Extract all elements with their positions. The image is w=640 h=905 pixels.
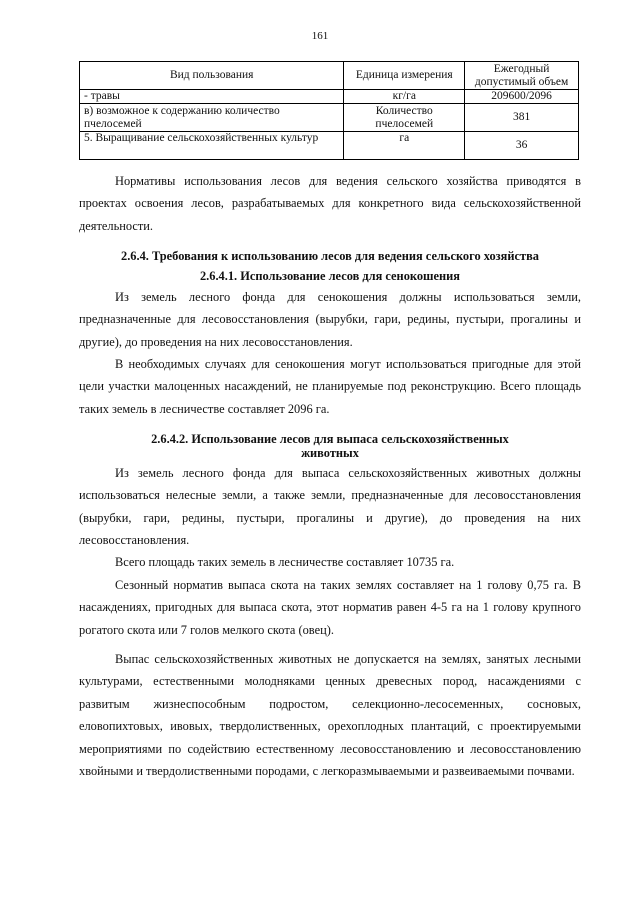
paragraph: Из земель лесного фонда для сенокошения должны использоваться земли, предназначенные для лесовосстановления (вырубки, гари, редины, пустыри, прогалины и другие), до проведения на них лесовосстановления.: [79, 290, 581, 349]
paragraph-haymaking-area: [79, 353, 581, 420]
header-usage-type: Вид пользования: [80, 62, 344, 90]
table-cell: кг/га: [344, 90, 465, 104]
paragraph: В необходимых случаях для сенокошения могут использоваться пригодные для этой цели участки малоценных насаждений, не планируемые под реконструкцию. Всего площадь таких земель в лесничестве составляет 2096 га.: [79, 357, 581, 416]
table-row: [80, 104, 579, 132]
table-cell: 381: [465, 104, 579, 132]
paragraph: Всего площадь таких земель в лесничестве составляет 10735 га.: [115, 555, 455, 569]
paragraph-grazing-lands: [79, 462, 581, 552]
heading-line: 2.6.4.2. Использование лесов для выпаса сельскохозяйственных: [151, 432, 509, 446]
paragraph-norms: [79, 170, 581, 237]
paragraph-grazing-area: [79, 551, 581, 573]
table-cell: Количество пчелосемей: [344, 104, 465, 132]
paragraph-grazing-prohibited: [79, 648, 581, 782]
paragraph-haymaking-lands: [79, 286, 581, 353]
paragraph: Сезонный норматив выпаса скота на таких землях составляет на 1 голову 0,75 га. В насаждениях, пригодных для выпаса скота, этот норматив равен 4-5 га на 1 голову крупного рогатого скота или 7 голов мелкого скота (овец).: [79, 578, 581, 637]
header-annual-volume: Ежегодный допустимый объем: [465, 62, 579, 90]
heading-line: животных: [301, 446, 359, 460]
subsection-heading-haymaking: 2.6.4.1. Использование лесов для сенокошения: [199, 269, 461, 283]
table-cell: - травы: [80, 90, 344, 104]
table-header-row: [80, 62, 579, 90]
paragraph: Нормативы использования лесов для ведения сельского хозяйства приводятся в проектах освоения лесов, разрабатываемых для конкретного вида сельскохозяйственной деятельности.: [79, 174, 581, 233]
table-cell: га: [344, 132, 465, 160]
paragraph: Выпас сельскохозяйственных животных не допускается на землях, занятых лесными культурами, естественными молодняками ценных древесных пород, насаждениями с развитым жизнеспособным подростом, селекционно-лесосеменных, сосновых, еловопихтовых, ивовых, твердолиственных, орехоплодных плантаций, с проектируемыми мероприятиями по содействию естественному лесовосстановлению и лесовосстановлению хвойными и твердолиственными породами, с легкоразмываемыми и развеиваемыми почвами.: [79, 652, 581, 779]
section-heading: 2.6.4. Требования к использованию лесов для ведения сельского хозяйства: [121, 249, 539, 263]
subsection-heading-grazing: [79, 432, 581, 460]
table-row: [80, 132, 579, 160]
table-row: [80, 90, 579, 104]
table-cell: 36: [465, 132, 579, 160]
table-cell: 209600/2096: [465, 90, 579, 104]
page-number: 161: [311, 30, 329, 42]
paragraph: Из земель лесного фонда для выпаса сельскохозяйственных животных должны использоваться нелесные земли, а также земли, предназначенные для лесовосстановления (вырубки, гари, редины, пустыри, прогалины и другие), до проведения на них лесовосстановления.: [79, 466, 581, 548]
table-cell: 5. Выращивание сельскохозяйственных культур: [80, 132, 344, 160]
header-unit: Единица измерения: [344, 62, 465, 90]
paragraph-grazing-norm: [79, 574, 581, 641]
usage-table: [79, 61, 579, 160]
table-cell: в) возможное к содержанию количество пчелосемей: [80, 104, 344, 132]
